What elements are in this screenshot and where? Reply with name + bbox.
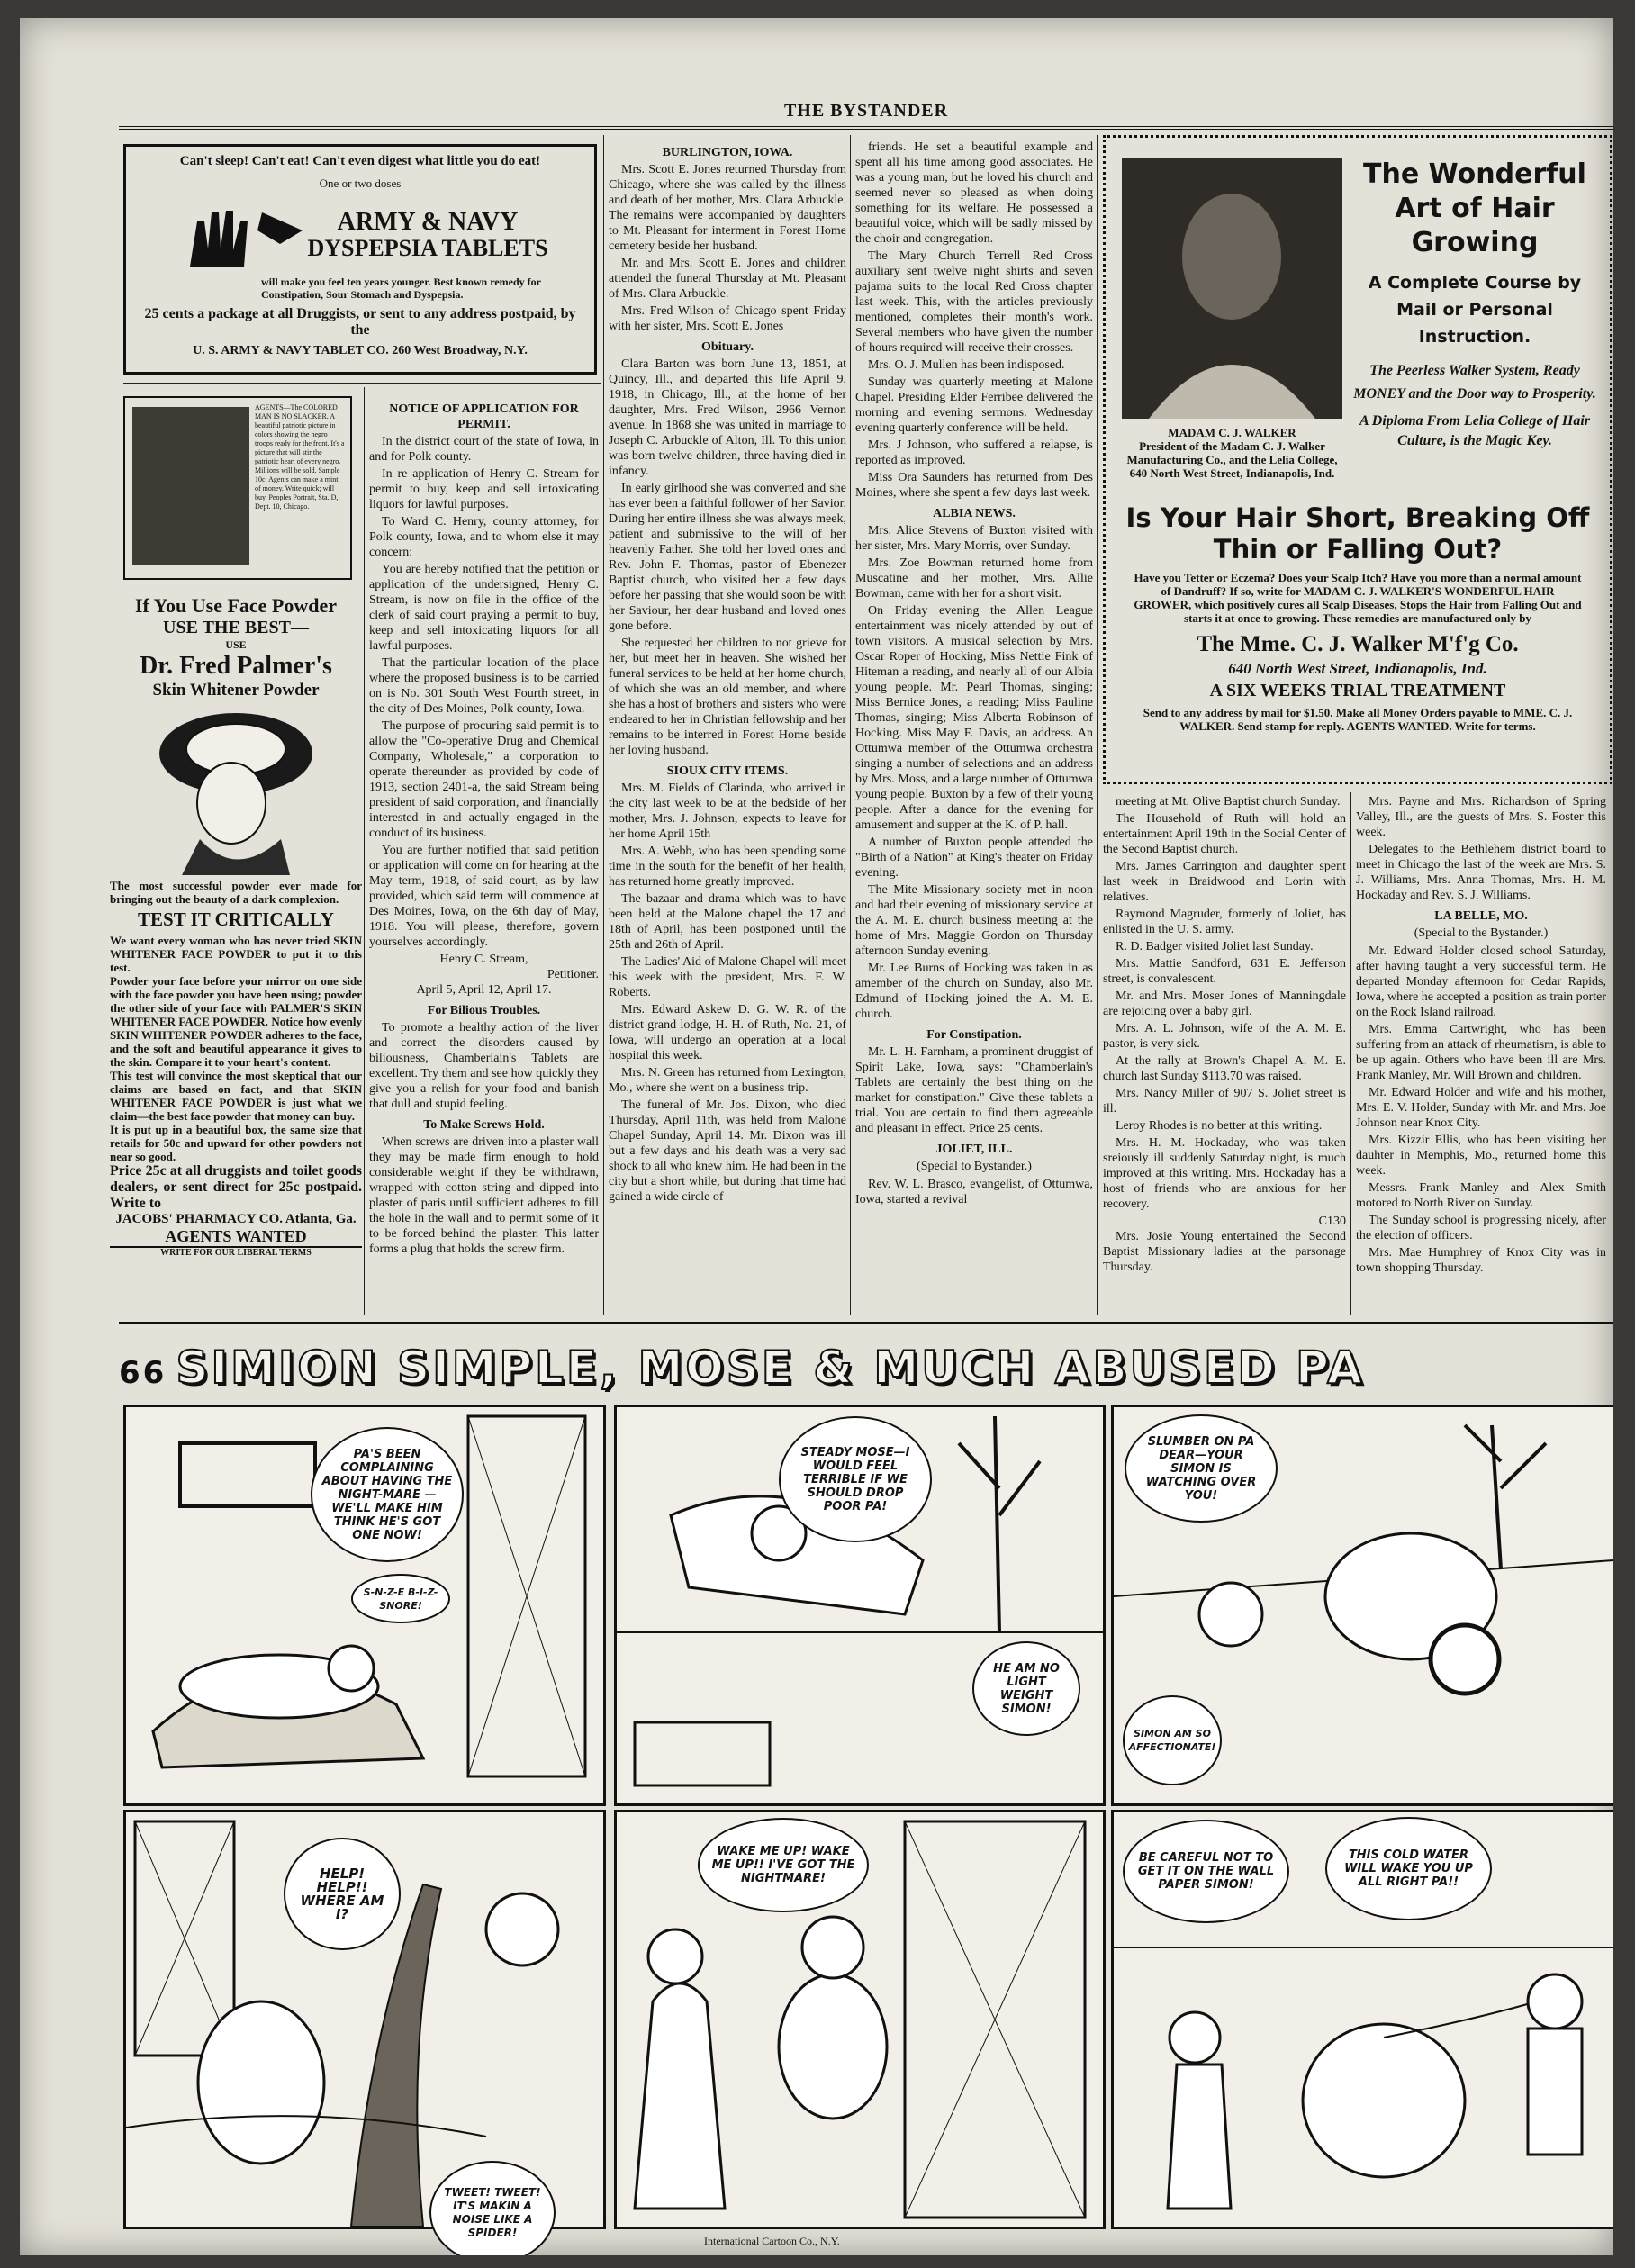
comic-panel-2 bbox=[614, 1405, 1106, 1806]
paragraph: Mr. Edward Holder closed school Saturday, after having taught a very successful term. He departed Monday afternoon for Cedar Rapids, Iowa, where he accepted a position as train porter on the Rock Island railroad. bbox=[1356, 944, 1606, 1019]
headline: For Constipation. bbox=[926, 1028, 1022, 1042]
palmer-line2: USE THE BEST— bbox=[163, 618, 309, 637]
subhead: (Special to the Bystander.) bbox=[1414, 926, 1549, 940]
section-rule bbox=[119, 1322, 1613, 1324]
paragraph: Mrs. Mae Humphrey of Knox City was in town shopping Thursday. bbox=[1356, 1246, 1606, 1275]
dyspepsia-body: will make you feel ten years younger. Best known remedy for Constipation, Sour Stomach and Dyspepsia. bbox=[261, 276, 541, 301]
hand-icon bbox=[172, 194, 307, 276]
walker-s2: The Peerless Walker System, Ready MONEY and the Door way to Prosperity. bbox=[1353, 363, 1596, 402]
walker-h1: The Wonderful bbox=[1363, 158, 1586, 190]
colored-man-picture-ad bbox=[123, 396, 352, 580]
paragraph: Mr. L. H. Farnham, a prominent druggist of Spirit Lake, Iowa, says: "Chamberlain's Tablets are certainly the best thing on the market for constipation." Give these tablets a trial. You are certain to find them agreeable and pleasant in effect. Price 25 cents. bbox=[855, 1045, 1093, 1135]
comic-panel-4 bbox=[123, 1810, 606, 2229]
column-rule bbox=[850, 135, 851, 1315]
masthead: THE BYSTANDER bbox=[783, 101, 949, 121]
paragraph: Raymond Magruder, formerly of Joliet, has enlisted in the U. S. army. bbox=[1103, 908, 1346, 936]
dyspepsia-company: U. S. ARMY & NAVY TABLET CO. 260 West Broadway, N.Y. bbox=[193, 344, 528, 357]
palmer-brand: Dr. Fred Palmer's bbox=[140, 652, 332, 680]
column-burlington bbox=[609, 140, 846, 1315]
paragraph: To promote a healthy action of the liver and correct the disorders caused by biliousness, Chamberlain's Tablets are excellent. Try them and see how quickly they give you a relish for your food and banish that dull and stupid feeling. bbox=[369, 1021, 599, 1111]
column-rule bbox=[603, 135, 604, 1315]
paragraph: Mrs. O. J. Mullen has been indisposed. bbox=[868, 358, 1065, 372]
paragraph: Sunday was quarterly meeting at Malone Chapel. Presiding Elder Ferribee delivered the morning and evening sermons. Wednesday evening quarterly conference will be held. bbox=[855, 375, 1093, 435]
speech-bubble: TWEET! TWEET! IT'S MAKIN A NOISE LIKE A SPIDER! bbox=[429, 2161, 556, 2255]
paragraph: Mrs. J Johnson, who suffered a relapse, is reported as improved. bbox=[855, 438, 1093, 467]
headline: JOLIET, ILL. bbox=[935, 1143, 1013, 1156]
paragraph: friends. He set a beautiful example and spent all his time among good associates. He was a young man, but he loved his church and seemed never so pleased as when doing something for its welfare. He possessed a beautiful voice, which will be sadly missed by the choir and congregation. bbox=[855, 140, 1093, 246]
paragraph: Miss Ora Saunders has returned from Des Moines, where she spent a few days last week. bbox=[855, 471, 1093, 500]
paragraph: Leroy Rhodes is no better at this writing. bbox=[1116, 1119, 1323, 1133]
walker-question: Is Your Hair Short, Breaking Off Thin or Falling Out? bbox=[1125, 502, 1590, 565]
palmer-line3: USE bbox=[225, 638, 247, 651]
column-rule bbox=[364, 387, 365, 1315]
headline: To Make Screws Hold. bbox=[423, 1118, 545, 1132]
paragraph: Mrs. Emma Cartwright, who has been suffering from an attack of rheumatism, is able to be up again. Others who have been ill are Mrs. Frank Manley, Mr. Will Brown and children. bbox=[1356, 1023, 1606, 1082]
speech-bubble: S-N-Z-E B-I-Z-SNORE! bbox=[351, 1574, 450, 1623]
palmer-line1: If You Use Face Powder bbox=[134, 594, 338, 617]
paragraph: When screws are driven into a plaster wall they may be made firm enough to hold considerable weight if they be withdrawn, wrapped with cotton string and dipped into plaster of paris until sufficient adheres to fill the hole in the wall and to permit some of it to be forced behind the plaster. This latter forms a plug that holds the screw firm. bbox=[369, 1135, 599, 1256]
paragraph: Mr. Lee Burns of Hocking was taken in as amember of the church on Sunday, also Mr. Edmund of Hocking joined the A. M. E. church. bbox=[855, 962, 1093, 1021]
paragraph: A number of Buxton people attended the "Birth of a Nation" at King's theater on Friday evening. bbox=[855, 836, 1093, 880]
speech-bubble: PA'S BEEN COMPLAINING ABOUT HAVING THE NIGHT-MARE — WE'LL MAKE HIM THINK HE'S GOT ONE NOW! bbox=[311, 1427, 464, 1562]
headline: LA BELLE, MO. bbox=[1434, 909, 1528, 923]
paragraph: Mrs. Edward Askew D. G. W. R. of the district grand lodge, H. H. of Ruth, No. 21, of Iowa, will undergo an operation at a local hospital this week. bbox=[609, 1003, 846, 1062]
dyspepsia-title-2: DYSPEPSIA TABLETS bbox=[307, 235, 548, 261]
palmer-terms: WRITE FOR OUR LIBERAL TERMS bbox=[160, 1248, 312, 1258]
paragraph: The Ladies' Aid of Malone Chapel will meet this week with the president, Mrs. F. W. Roberts. bbox=[609, 955, 846, 999]
speech-bubble: BE CAREFUL NOT TO GET IT ON THE WALL PAPER SIMON! bbox=[1123, 1820, 1289, 1923]
publication-dates: April 5, April 12, April 17. bbox=[416, 983, 552, 997]
paragraph: Mrs. H. M. Hockaday, who was taken sreiously ill suddenly Saturday night, is much improved at this writing. Mrs. Hockaday has a host of friends who are anxious for her recovery. bbox=[1103, 1136, 1346, 1211]
masthead-rule bbox=[119, 126, 1613, 130]
comic-title-text: SIMION SIMPLE, MOSE & MUCH ABUSED PA bbox=[176, 1342, 1365, 1394]
dyspepsia-price: 25 cents a package at all Druggists, or sent to any address postpaid, by the bbox=[144, 306, 576, 338]
paragraph: The purpose of procuring said permit is to allow the "Co-operative Drug and Chemical Company, Wholesale," a corporation to operate thereunder as provided by code of 1913, section 2401-a, the said Stream being president of said corporation, and financially interested in and actually engaged in the conduct of its business. bbox=[369, 719, 599, 840]
paragraph: Mrs. A. Webb, who has been spending some time in the south for the benefit of her health, has returned home greatly improved. bbox=[609, 845, 846, 889]
paragraph: Mr. and Mrs. Moser Jones of Manningdale are rejoicing over a baby girl. bbox=[1103, 989, 1346, 1018]
signature: Henry C. Stream, bbox=[439, 953, 528, 966]
paragraph: Mrs. Josie Young entertained the Second Baptist Missionary ladies at the parsonage Thursday. bbox=[1103, 1230, 1346, 1274]
walker-s3: A Diploma From Lelia College of Hair Culture, is the Magic Key. bbox=[1359, 413, 1590, 448]
headline: ALBIA NEWS. bbox=[933, 507, 1016, 520]
comic-number: 66 bbox=[119, 1355, 167, 1391]
walker-caption: President of the Madam C. J. Walker Manufacturing Co., and the Lelia College, 640 North West Street, Indianapolis, Ind. bbox=[1126, 439, 1338, 480]
walker-hair-ad bbox=[1103, 135, 1612, 784]
headline: Obituary. bbox=[701, 340, 754, 354]
paragraph: The Mite Missionary society met in noon and had their evening of missionary service at the A. M. E. church business meeting at the home of Mrs. Maggie Gordon on Thursday afternoon Sunday evening. bbox=[855, 883, 1093, 958]
headline: BURLINGTON, IOWA. bbox=[662, 146, 793, 159]
speech-bubble: STEADY MOSE—I WOULD FEEL TERRIBLE IF WE SHOULD DROP POOR PA! bbox=[779, 1416, 932, 1542]
paragraph: The Sunday school is progressing nicely, after the election of officers. bbox=[1356, 1214, 1606, 1242]
palmer-price: Price 25c at all druggists and toilet goods dealers, or sent direct for 25c postpaid. Write to bbox=[110, 1163, 362, 1211]
dyspepsia-doses: One or two doses bbox=[319, 176, 402, 190]
palmer-p5: It is put up in a beautiful box, the same size that retails for 50c and upward for other powders not near so good. bbox=[110, 1123, 362, 1163]
speech-bubble: HELP! HELP!! WHERE AM I? bbox=[284, 1838, 401, 1950]
paragraph: At the rally at Brown's Chapel A. M. E. church last Sunday $113.70 was raised. bbox=[1103, 1054, 1346, 1083]
paragraph: The bazaar and drama which was to have been held at the Malone chapel the 17 and 18th of April, has been postponed until the 25th and 26th of April. bbox=[609, 892, 846, 952]
paragraph: R. D. Badger visited Joliet last Sunday. bbox=[1116, 940, 1314, 953]
paragraph: To Ward C. Henry, county attorney, for Polk county, Iowa, and to whom else it may concern: bbox=[369, 515, 599, 559]
walker-company: The Mme. C. J. Walker M'f'g Co. bbox=[1197, 632, 1519, 656]
paragraph: Mrs. Mattie Sandford, 631 E. Jefferson street, is convalescent. bbox=[1103, 957, 1346, 986]
walker-name: MADAM C. J. WALKER bbox=[1168, 426, 1296, 439]
column-permit-notice bbox=[369, 396, 599, 1315]
walker-body: Have you Tetter or Eczema? Does your Scalp Itch? Have you more than a normal amount of Dandruff? If so, write for MADAM C. J. WALKER'S WONDERFUL HAIR GROWER, which positively cures all Scalp Diseases, Stops the Hair from Falling Out and starts it at once to growing. These remedies are manufactured only by bbox=[1134, 571, 1582, 625]
column-rule bbox=[1350, 792, 1351, 1315]
paragraph: Mrs. Payne and Mrs. Richardson of Spring Valley, Ill., are the guests of Mrs. S. Foster this week. bbox=[1356, 795, 1606, 839]
paragraph: Messrs. Frank Manley and Alex Smith motored to North River on Sunday. bbox=[1356, 1181, 1606, 1210]
paragraph: Mrs. A. L. Johnson, wife of the A. M. E. pastor, is very sick. bbox=[1103, 1022, 1346, 1051]
patriotic-picture bbox=[132, 407, 249, 565]
comic-panel-5 bbox=[614, 1810, 1106, 2229]
paragraph: In re application of Henry C. Stream for permit to buy, keep and sell intoxicating liquors for lawful purposes. bbox=[369, 467, 599, 511]
subhead: (Special to Bystander.) bbox=[917, 1160, 1032, 1173]
headline: NOTICE OF APPLICATION FOR PERMIT. bbox=[389, 402, 579, 431]
comic-panel-1 bbox=[123, 1405, 606, 1806]
paragraph: Mr. and Mrs. Scott E. Jones and children attended the funeral Thursday at Mt. Pleasant of Mrs. Clara Arbuckle. bbox=[609, 257, 846, 301]
palmer-product: Skin Whitener Powder bbox=[152, 681, 320, 700]
dyspepsia-ad bbox=[123, 144, 597, 375]
paragraph: Mrs. N. Green has returned from Lexington, Mo., where she went on a business trip. bbox=[609, 1066, 846, 1095]
comic-panel-3 bbox=[1111, 1405, 1613, 1806]
paragraph: Mrs. M. Fields of Clarinda, who arrived in the city last week to be at the bedside of her mother, Mrs. J. Johnson, expects to leave for her home April 15th bbox=[609, 782, 846, 841]
paragraph: The Mary Church Terrell Red Cross auxiliary sent twelve night shirts and seven pajama suits to the local Red Cross chapter last week. This, with the articles previously mentioned, completes their month's work. Several members who have given the number of hours required will receive their crosses. bbox=[855, 249, 1093, 355]
newspaper-page bbox=[20, 18, 1613, 2255]
paragraph: Mrs. Zoe Bowman returned home from Muscatine and her mother, Mrs. Allie Bowman, came with her for a short visit. bbox=[855, 556, 1093, 601]
signature-title: Petitioner. bbox=[547, 968, 599, 981]
palmer-p2: We want every woman who has never tried SKIN WHITENER FACE POWDER to put it to this test. bbox=[110, 934, 362, 974]
paragraph: Mrs. Fred Wilson of Chicago spent Friday with her sister, Mrs. Scott E. Jones bbox=[609, 304, 846, 333]
paragraph: She requested her children to not grieve for her, but meet her in heaven. She wished her funeral services to be held at her home church, of which she was an old member, and where she has a host of brothers and sisters who were endeared to her in Christian fellowship and her remains to be interred in Forest Home beside her loving husband. bbox=[609, 637, 846, 757]
dyspepsia-title-1: ARMY & NAVY bbox=[337, 208, 519, 236]
comic-title bbox=[119, 1342, 1613, 1405]
headline: SIOUX CITY ITEMS. bbox=[666, 764, 789, 778]
paragraph: Mr. Edward Holder and wife and his mother, Mrs. E. V. Holder, Sunday with Mr. and Mrs. Joe Johnson near Knox City. bbox=[1356, 1086, 1606, 1130]
column-la-belle bbox=[1356, 794, 1606, 1316]
palmer-company: JACOBS' PHARMACY CO. Atlanta, Ga. bbox=[115, 1212, 357, 1226]
paragraph: Clara Barton was born June 13, 1851, at Quincy, Ill., and departed this life April 9, 1918, in Chicago, Ill., at the home of her daughter, Mrs. Fred Wilson, 2966 Vernon avenue. In 1868 she was united in marriage to Joseph C. Arbuckle of Alton, Ill. To this union was born twelve children, three having died in infancy. bbox=[609, 357, 846, 478]
portrait-silhouette-icon bbox=[1122, 158, 1342, 419]
paragraph: In the district court of the state of Iowa, in and for Polk county. bbox=[369, 435, 599, 464]
palmer-p1: The most successful powder ever made for bringing out the beauty of a dark complexion. bbox=[110, 879, 362, 906]
paragraph: That the particular location of the place where the proposed business is to be carried on is No. 301 South West Fourth street, in the city of Des Moines, Polk county, Iowa. bbox=[369, 656, 599, 716]
walker-h3: Growing bbox=[1411, 227, 1539, 258]
column-joliet bbox=[1103, 794, 1346, 1316]
palmer-ad bbox=[110, 594, 362, 1315]
paragraph: Mrs. Nancy Miller of 907 S. Joliet street is ill. bbox=[1103, 1087, 1346, 1116]
row-rule bbox=[123, 383, 601, 384]
speech-bubble: WAKE ME UP! WAKE ME UP!! I'VE GOT THE NIGHTMARE! bbox=[698, 1818, 869, 1912]
palmer-p3: Powder your face before your mirror on one side with the face powder you have been using; powder the other side of your face with PALMER'S SKIN WHITENER FACE POWDER. Notice how evenly SKIN WHITENER POWDER adheres to the face, and the soft and beautiful appearance it gives to the skin. Compare it to your heart's content. bbox=[110, 974, 362, 1069]
walker-trial: A SIX WEEKS TRIAL TREATMENT bbox=[1209, 681, 1506, 700]
paragraph: Delegates to the Bethlehem district board to meet in Chicago the last of the week are Mrs. S. J. Williams, Mrs. Anna Thomas, Mrs. H. M. Hockaday and Rev. S. J. Williams. bbox=[1356, 843, 1606, 902]
walker-h2: Art of Hair bbox=[1395, 193, 1555, 224]
agents-text: AGENTS—The COLORED MAN IS NO SLACKER. A beautiful patriotic picture in colors showing the negro troops ready for the front. It's a picture that will stir the patriotic heart of every negro. Millions will be sold. Sample 10c. Agents can make a mint of money. Write quick; will buy. Peoples Portrait, Sta. D, Dept. 10, Chicago. bbox=[255, 403, 345, 511]
speech-bubble: SLUMBER ON PA DEAR—YOUR SIMON IS WATCHING OVER YOU! bbox=[1125, 1414, 1278, 1523]
paragraph: In early girlhood she was converted and she has ever been a faithful follower of her Savior. During her entire illness she was always meek, patient and submissive to the will of her heavenly Father. She told her loved ones and Rev. John F. Thomas, pastor of Ebenezer Baptist church, who visited her a few days before her passing that she would soon be with her Saviour, her dear husband and loved ones gone before. bbox=[609, 482, 846, 633]
paragraph: The funeral of Mr. Jos. Dixon, who died Thursday, April 11th, was held from Malone Chapel Sunday, April 14. Mr. Dixon was ill but a few days and his death was a very sad shock to all who knew him. He had been in the city but a short while, but during that time had gained a wide circle of bbox=[609, 1098, 846, 1204]
paragraph: The Household of Ruth will hold an entertainment April 19th in the Social Center of the Second Baptist church. bbox=[1103, 812, 1346, 856]
paragraph: Rev. W. L. Brasco, evangelist, of Ottumwa, Iowa, started a revival bbox=[855, 1178, 1093, 1206]
paragraph: Mrs. Alice Stevens of Buxton visited with her sister, Mrs. Mary Morris, over Sunday. bbox=[855, 524, 1093, 553]
cartoon-credit: International Cartoon Co., N.Y. bbox=[704, 2235, 840, 2247]
column-rule bbox=[1097, 135, 1098, 1315]
walker-footer: Send to any address by mail for $1.50. Make all Money Orders payable to MME. C. J. WALKER. Send stamp for reply. AGENTS WANTED. Write for terms. bbox=[1143, 706, 1573, 733]
paragraph: You are further notified that said petition or application will come on for hearing at the May term, 1918, of said court, as by law provided, which said term will commence at Des Moines, Iowa, on the 6th day of May, 1918. You will please, therefore, govern yourselves accordingly. bbox=[369, 844, 599, 949]
palmer-agents: AGENTS WANTED bbox=[110, 1227, 362, 1248]
speech-bubble: THIS COLD WATER WILL WAKE YOU UP ALL RIGHT PA!! bbox=[1325, 1817, 1492, 1920]
headline: For Bilious Troubles. bbox=[427, 1004, 541, 1017]
speech-bubble: HE AM NO LIGHT WEIGHT SIMON! bbox=[972, 1641, 1080, 1736]
dyspepsia-headline: Can't sleep! Can't eat! Can't even digest what little you do eat! bbox=[179, 154, 541, 168]
column-albia bbox=[855, 140, 1093, 1315]
walker-s1: A Complete Course by Mail or Personal Instruction. bbox=[1368, 273, 1582, 347]
paragraph: On Friday evening the Allen League entertainment was nicely attended by out of town visitors. A musical selection by Mrs. Oscar Roper of Hocking, Miss Nettie Fink of Hiteman a reading, and nearly all of our Albia young people. Mr. Pearl Thomas, singing; Miss Bernice Jones, a reading; Miss Pauline Thomas, singing; Miss Alberta Robinson of Hocking. Miss May F. Davis, an address. An Ottumwa member of the Ottumwa orchestra singing a number of selections and an address by Mrs. Moss, and a large number of Ottumwa young people. Buxton by a few of their young people. After a dance for the evening for amusement and supper at the K. of P. hall. bbox=[855, 604, 1093, 832]
paragraph: Mrs. Kizzir Ellis, who has been visiting her dauhter in Memphis, Mo., returned home this week. bbox=[1356, 1134, 1606, 1178]
palmer-test: TEST IT CRITICALLY bbox=[138, 908, 334, 930]
comic-panel-6 bbox=[1111, 1810, 1613, 2229]
speech-bubble: SIMON AM SO AFFECTIONATE! bbox=[1123, 1695, 1222, 1785]
ad-code: C130 bbox=[1318, 1215, 1346, 1228]
paragraph: meeting at Mt. Olive Baptist church Sunday. bbox=[1116, 795, 1341, 809]
palmer-p4: This test will convince the most skeptical that our claims are based on fact, and that SKIN WHITENER FACE POWDER is just what we claim—the best face powder that money can buy. bbox=[110, 1069, 362, 1123]
walker-address: 640 North West Street, Indianapolis, Ind. bbox=[1228, 660, 1487, 677]
paragraph: Mrs. James Carrington and daughter spent last week in Braidwood and Lorin with relatives. bbox=[1103, 860, 1346, 904]
paragraph: Mrs. Scott E. Jones returned Thursday from Chicago, where she was called by the illness and death of her mother, Mrs. Clara Arbuckle. The remains were accompanied by daughters to Mt. Pleasant for interment in Forest Home cemetery beside her husband. bbox=[609, 163, 846, 253]
madam-walker-portrait bbox=[1122, 158, 1342, 419]
woman-portrait-icon bbox=[146, 704, 326, 875]
paragraph: You are hereby notified that the petition or application of the undersigned, Henry C. Stream, is now on file in the office of the clerk of said court praying a permit to buy, keep and sell intoxicating liquors for all lawful purposes. bbox=[369, 563, 599, 653]
